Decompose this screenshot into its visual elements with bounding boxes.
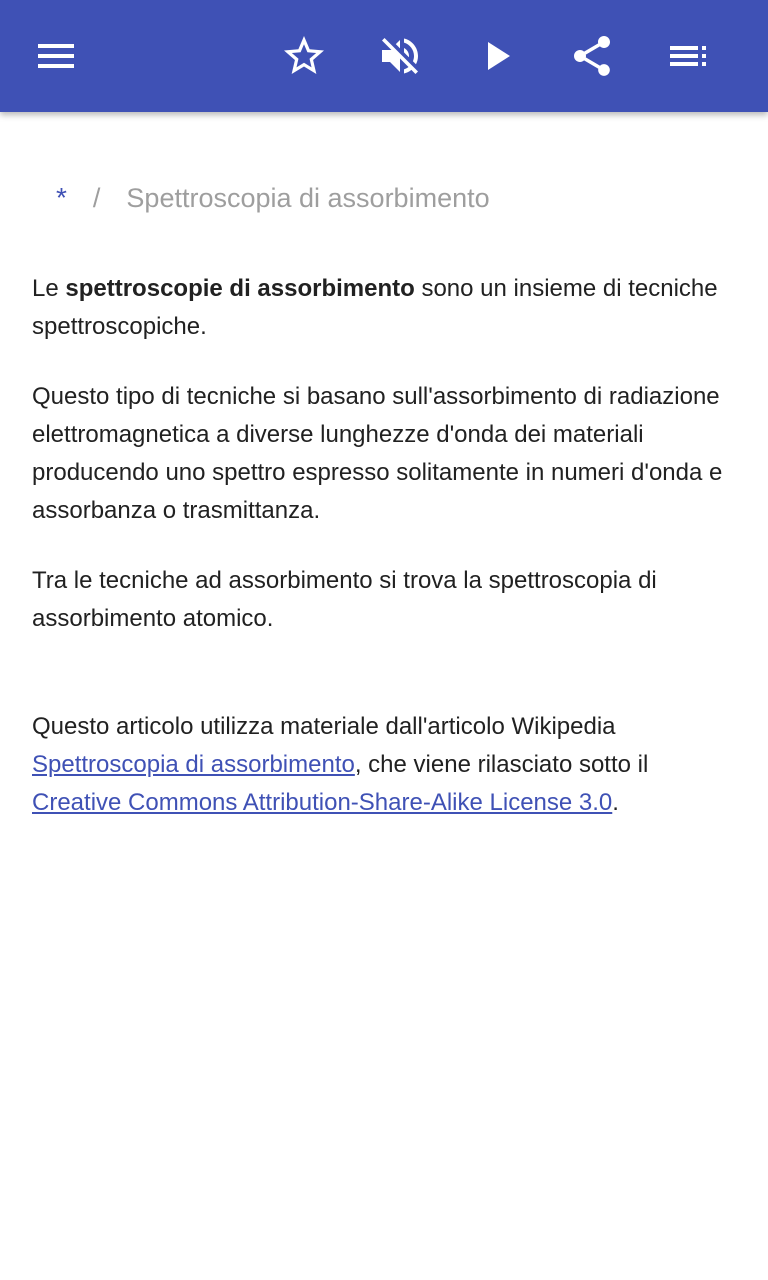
- article-content: [32, 172, 736, 822]
- intro-suffix: sono un insieme di tecniche spettroscopiche.: [32, 275, 718, 340]
- intro-term: spettroscopie di assorbimento: [65, 275, 415, 302]
- body-paragraph-2: Tra le tecniche ad assorbimento si trova la spettroscopia di assorbimento atomico.: [32, 567, 657, 632]
- mute-button[interactable]: [364, 20, 436, 92]
- favorite-button[interactable]: [268, 20, 340, 92]
- breadcrumb-current: Spettroscopia di assorbimento: [126, 182, 490, 213]
- attribution-prefix: Questo articolo utilizza materiale dall'articolo Wikipedia: [32, 713, 616, 740]
- play-icon: [472, 32, 520, 80]
- attribution-suffix: .: [612, 789, 619, 816]
- intro-prefix: Le: [32, 275, 66, 302]
- app-bar: [0, 0, 768, 112]
- volume-off-icon: [376, 32, 424, 80]
- breadcrumb: [32, 172, 736, 224]
- share-button[interactable]: [556, 20, 628, 92]
- menu-icon: [32, 32, 80, 80]
- attribution-middle: , che viene rilasciato sotto il: [354, 751, 649, 778]
- menu-button[interactable]: [20, 20, 92, 92]
- intro-paragraph: [32, 270, 736, 346]
- star-outline-icon: [280, 32, 328, 80]
- playlist-icon: [664, 32, 712, 80]
- body-paragraph-1: Questo tipo di tecniche si basano sull'assorbimento di radiazione elettromagnetica a diverse lunghezze d'onda dei materiali producendo uno spettro espresso solitamente in numeri d'onda e assorbanza o trasmittanza.: [32, 383, 723, 524]
- share-icon: [568, 32, 616, 80]
- attribution-paragraph: [32, 708, 736, 822]
- contents-button[interactable]: [652, 20, 724, 92]
- breadcrumb-home-link[interactable]: *: [56, 182, 67, 213]
- license-link[interactable]: Creative Commons Attribution-Share-Alike License 3.0: [32, 789, 613, 816]
- breadcrumb-separator: /: [92, 182, 101, 213]
- wikipedia-article-link[interactable]: Spettroscopia di assorbimento: [32, 751, 355, 778]
- play-button[interactable]: [460, 20, 532, 92]
